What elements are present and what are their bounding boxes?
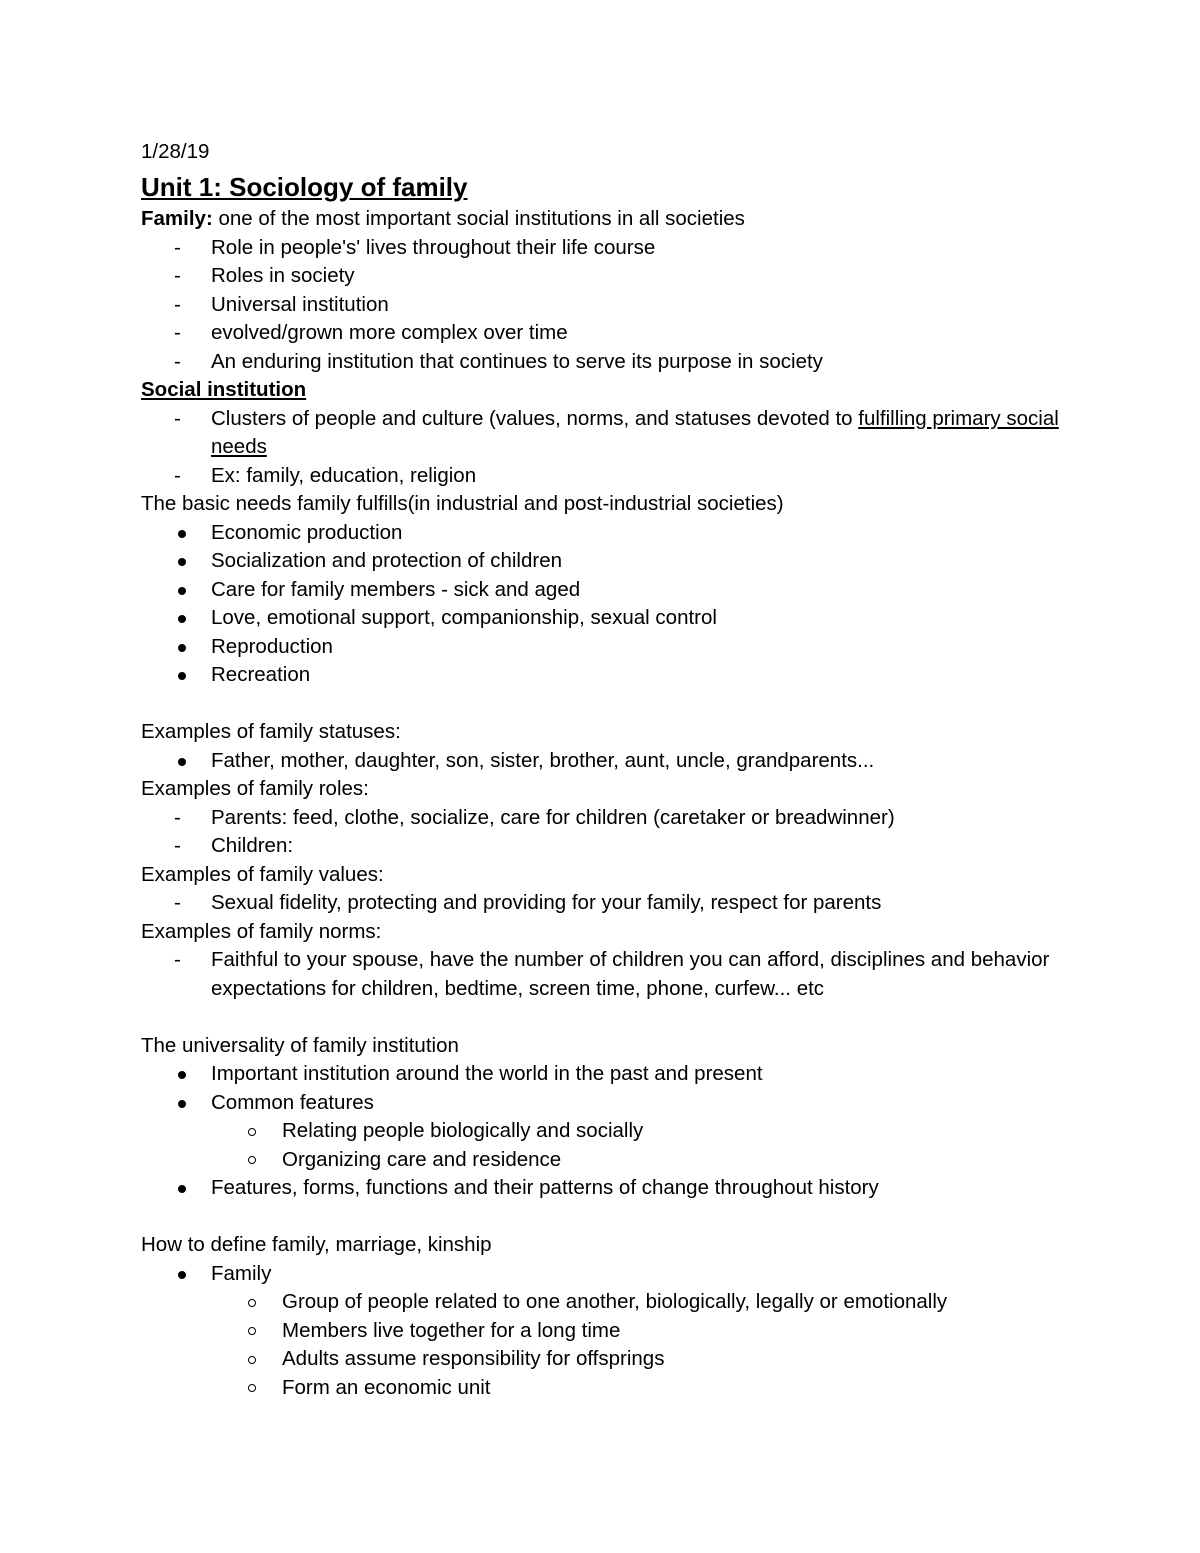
list-item [141,946,1071,1003]
bullet-icon [178,1100,186,1108]
list-item-text: Organizing care and residence [282,1147,562,1171]
statuses-heading: Examples of family statuses: [141,720,401,743]
list-item-text: Common features [211,1090,374,1114]
notes-page [141,138,1081,1402]
dash-marker: - [174,349,181,373]
circle-bullet-icon [248,1327,256,1335]
list-item [141,576,1081,605]
date: 1/28/19 [141,140,210,163]
universality-heading: The universality of family institution [141,1033,459,1057]
list-item [141,604,1081,633]
list-item [141,1060,1081,1089]
circle-bullet-icon [248,1384,256,1392]
dash-marker: - [174,834,181,857]
list-item-text: Adults assume responsibility for offsprings [282,1347,665,1370]
bullet-icon [178,1271,186,1279]
list-item [141,519,1081,548]
list-item-text: Clusters of people and culture (values, norms, and statuses devoted to [211,406,859,430]
list-item [141,462,1081,491]
page-title: Unit 1: Sociology of family [141,172,468,202]
dash-marker: - [174,891,181,914]
list-item-text: Children: [211,834,294,857]
blank-line [141,1003,1081,1032]
list-item [141,1089,1081,1118]
list-item [141,804,1081,833]
list-item-text: Features, forms, functions and their patterns of change throughout history [211,1176,879,1199]
family-definition-text: one of the most important social institutions in all societies [212,207,745,230]
sub-list-item [141,1374,1081,1403]
list-item-text: Reproduction [211,634,333,658]
list-item [141,405,1071,462]
list-item [141,747,1081,776]
list-item [141,291,1081,320]
list-item-text: Roles in society [211,264,355,287]
list-item-text: Sexual fidelity, protecting and providing for your family, respect for parents [211,891,882,914]
dash-marker: - [174,292,181,316]
list-item-text: Group of people related to one another, biologically, legally or emotionally [282,1290,948,1313]
bullet-icon [178,1071,186,1079]
list-item-text: Faithful to your spouse, have the number of children you can afford, disciplines and behavior expectations for children, bedtime, screen time, phone, curfew... etc [211,948,1050,1000]
dash-marker: - [174,948,181,971]
bullet-icon [178,672,186,680]
list-item [141,262,1081,291]
list-item-text: An enduring institution that continues to serve its purpose in society [211,349,823,373]
list-item [141,348,1081,377]
sub-list-item [141,1288,1081,1317]
list-item [141,832,1081,861]
list-item-text: Economic production [211,520,403,544]
blank-line [141,690,1081,719]
bullet-icon [178,758,186,766]
sub-list-item [141,1345,1081,1374]
circle-bullet-icon [248,1128,256,1136]
define-heading: How to define family, marriage, kinship [141,1233,492,1256]
list-item-text: Family [211,1261,272,1285]
bullet-icon [178,1185,186,1193]
circle-bullet-icon [248,1156,256,1164]
sub-list-item [141,1117,1081,1146]
basic-needs-heading: The basic needs family fulfills(in industrial and post-industrial societies) [141,492,784,515]
dash-marker: - [174,235,181,259]
list-item-text: Recreation [211,663,311,686]
values-heading: Examples of family values: [141,862,384,886]
list-item-text: Parents: feed, clothe, socialize, care for children (caretaker or breadwinner) [211,805,895,829]
dash-marker: - [174,805,181,829]
list-item-text: Members live together for a long time [282,1318,621,1342]
list-item-text: Form an economic unit [282,1375,491,1399]
roles-heading: Examples of family roles: [141,777,369,800]
list-item-text: evolved/grown more complex over time [211,321,568,344]
bullet-icon [178,530,186,538]
dash-marker: - [174,321,181,344]
list-item-text: Universal institution [211,292,389,316]
list-item-text: Father, mother, daughter, son, sister, brother, aunt, uncle, grandparents... [211,748,875,772]
list-item-text: Important institution around the world in the past and present [211,1062,763,1085]
dash-marker: - [174,264,181,287]
blank-line [141,1203,1081,1232]
underlined-text: fulfilling primary social needs [211,406,1059,458]
sub-list-item [141,1146,1081,1175]
list-item-text: Love, emotional support, companionship, sexual control [211,606,717,629]
list-item-text: Ex: family, education, religion [211,463,477,487]
circle-bullet-icon [248,1356,256,1364]
family-definition [141,205,1081,234]
dash-marker: - [174,406,181,430]
bullet-icon [178,644,186,652]
dash-marker: - [174,463,181,487]
norms-heading: Examples of family norms: [141,919,382,943]
list-item-text: Relating people biologically and socially [282,1119,644,1142]
list-item-text: Role in people's' lives throughout their life course [211,235,656,259]
bullet-icon [178,587,186,595]
list-item [141,889,1081,918]
list-item [141,319,1081,348]
list-item-text: Socialization and protection of children [211,549,562,572]
list-item [141,234,1081,263]
list-item [141,1174,1081,1203]
list-item [141,661,1081,690]
bullet-icon [178,558,186,566]
list-item [141,547,1081,576]
list-item-text: Care for family members - sick and aged [211,577,581,601]
family-term: Family: [141,207,213,230]
social-institution-heading: Social institution [141,378,307,401]
circle-bullet-icon [248,1299,256,1307]
list-item [141,1260,1081,1289]
bullet-icon [178,615,186,623]
list-item [141,633,1081,662]
sub-list-item [141,1317,1081,1346]
